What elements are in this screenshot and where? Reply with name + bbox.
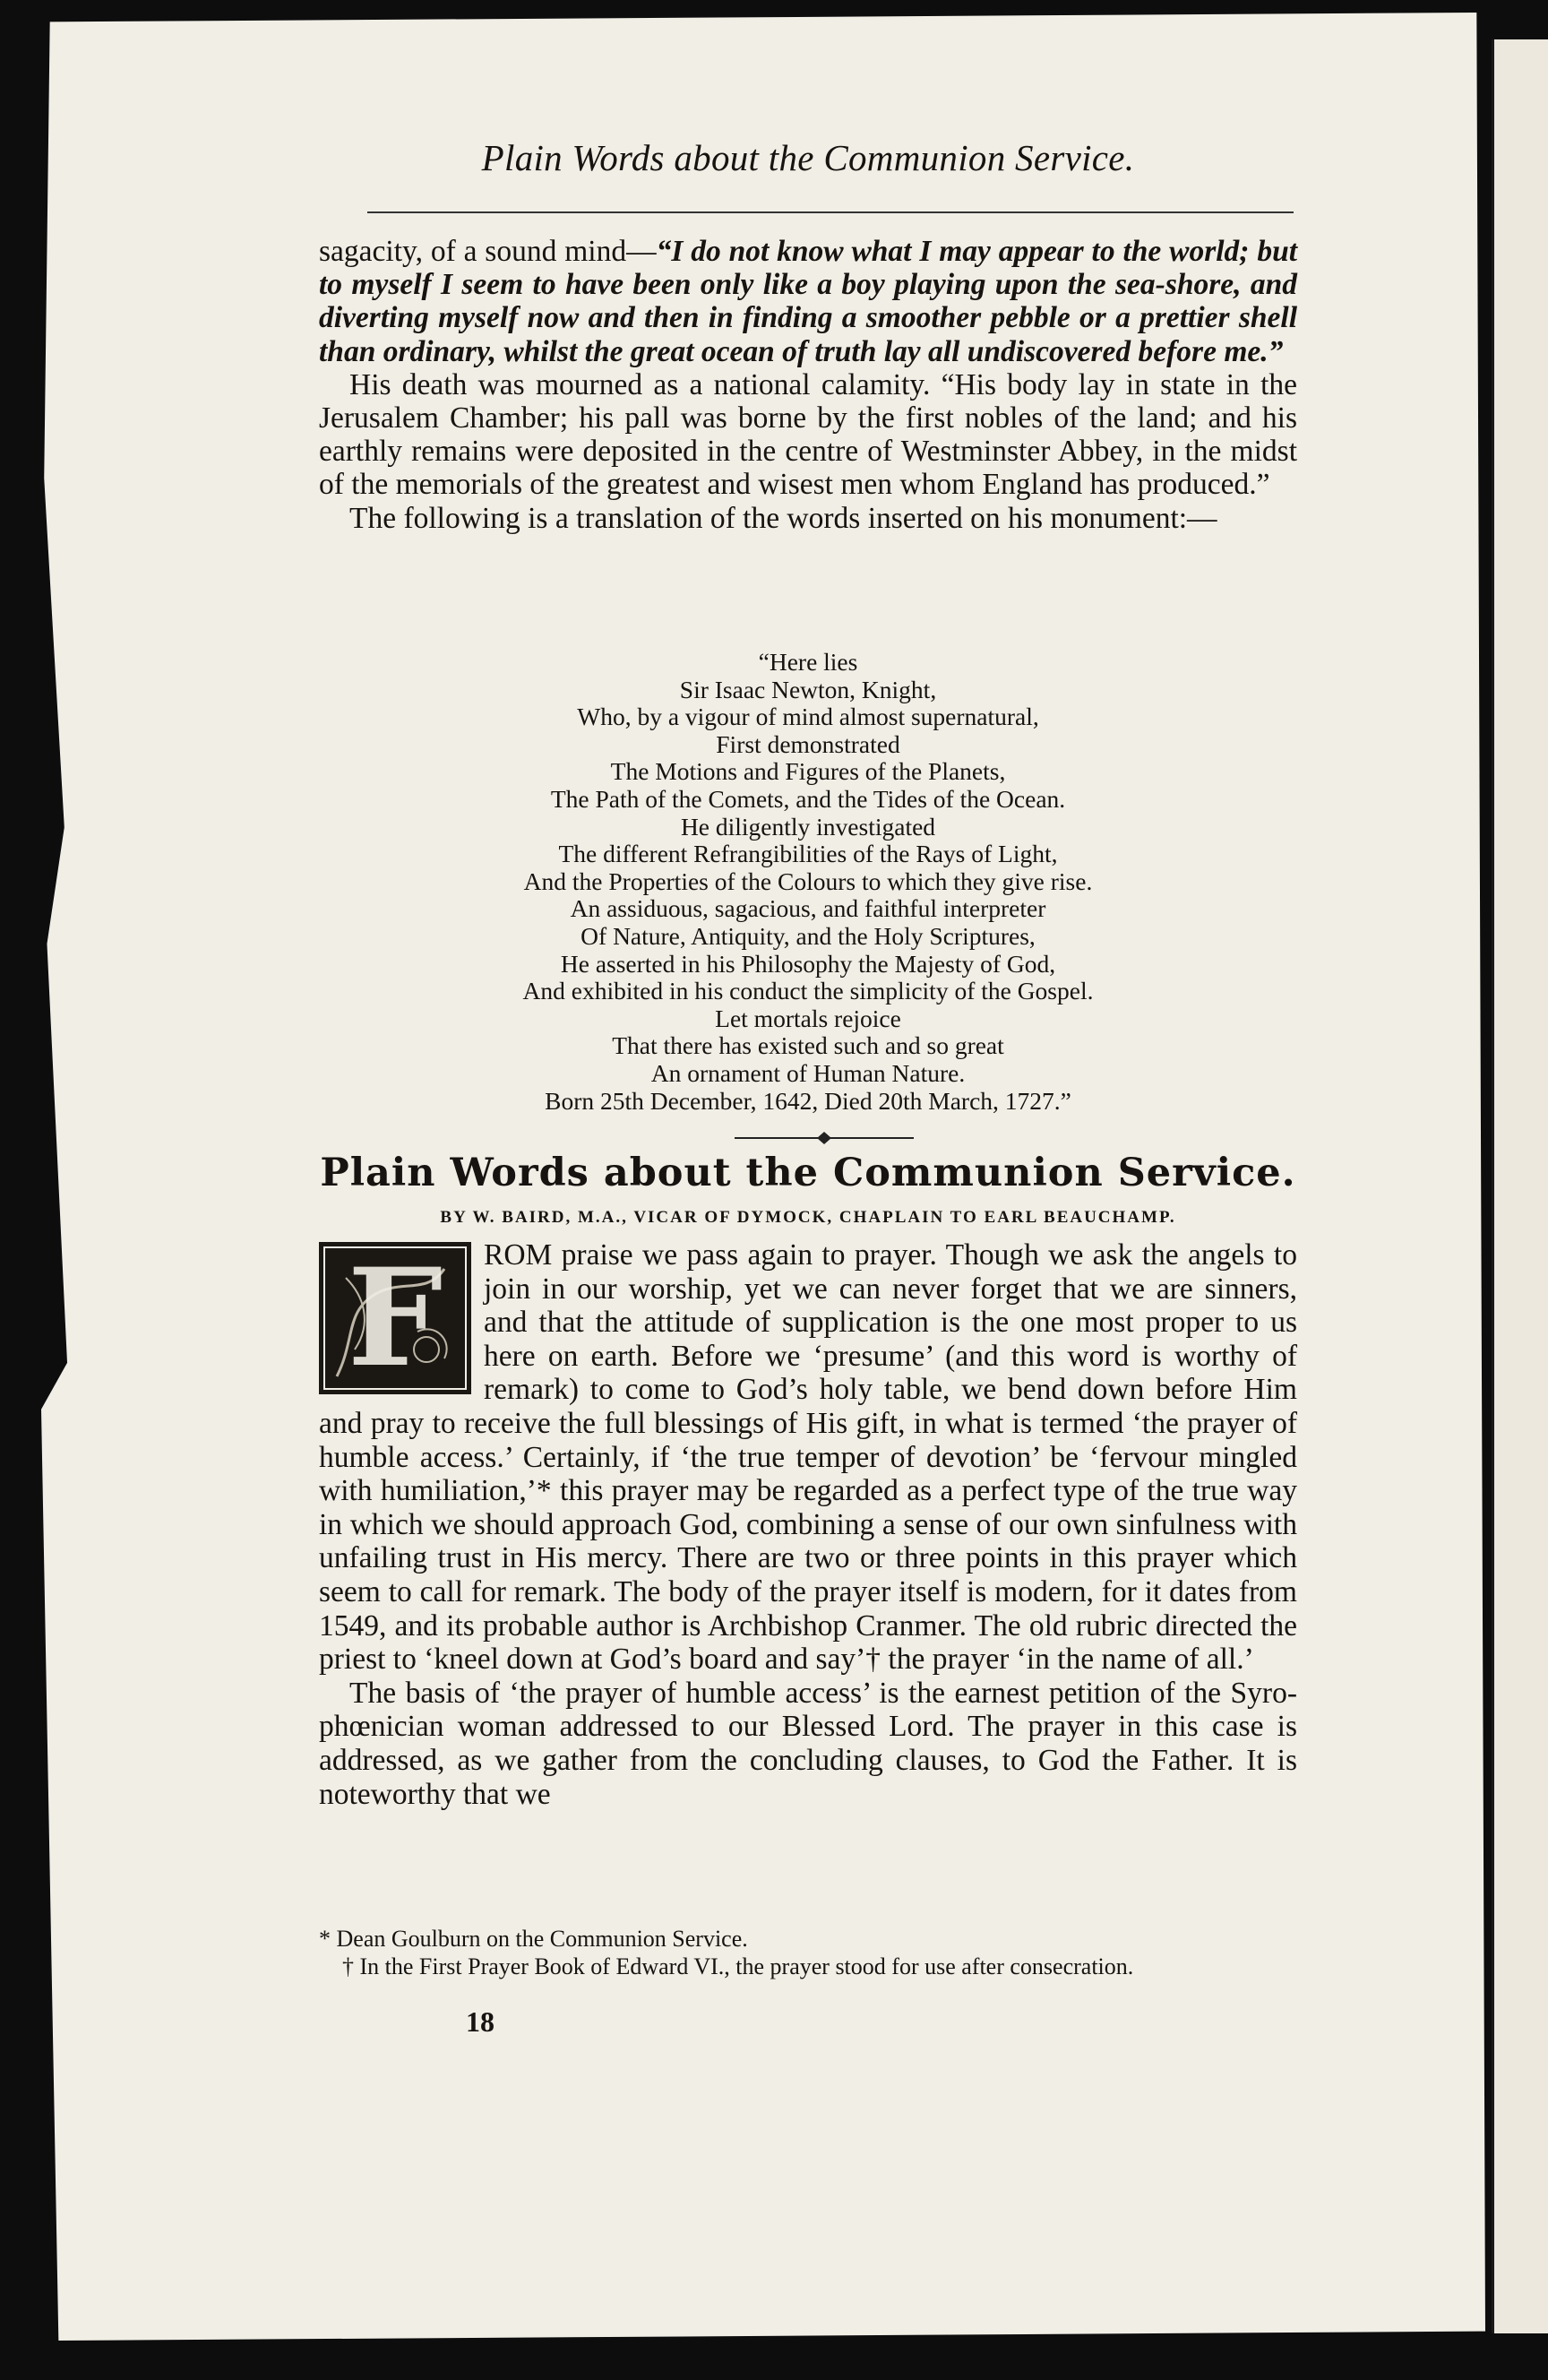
inscription-line: The different Refrangibilities of the Rays of Light, <box>558 840 1058 868</box>
quote-lead: sagacity, of a sound mind— <box>319 235 657 268</box>
paragraph-newton-quote <box>319 235 1297 368</box>
page-number: 18 <box>466 2005 494 2038</box>
inscription-line: And the Properties of the Colours to which they give rise. <box>523 867 1093 895</box>
monument-inscription <box>319 649 1297 1115</box>
header-rule <box>367 211 1294 213</box>
inscription-line: An assiduous, sagacious, and faithful interpreter <box>570 894 1046 923</box>
footnotes <box>319 1925 1297 1980</box>
article-paragraph: The basis of ‘the prayer of humble access’ is the earnest petition of the Syro-phœnician woman addressed to our Blessed Lord. The prayer in this case is addressed, as we gather from the concluding clauses, to God the Father. It is noteworthy that we <box>319 1676 1297 1811</box>
article-title: Plain Words about the Communion Service. <box>320 1151 1296 1195</box>
inscription-line: Of Nature, Antiquity, and the Holy Scriptures, <box>580 921 1036 950</box>
inscription-line: The Path of the Comets, and the Tides of the Ocean. <box>550 784 1066 813</box>
continued-text <box>319 235 1297 535</box>
dropcap-letter: F <box>347 1239 443 1397</box>
inscription-line: He diligently investigated <box>680 812 936 841</box>
section-divider-ornament <box>735 1131 914 1145</box>
article-paragraph: ROM praise we pass again to prayer. Though we ask the angels to join in our worship, yet we can never forget that we are sinners, and that the attitude of supplication is the one most proper to us here on earth. Before we ‘presume’ (and this word is worthy of remark) to come to God’s holy table, we bend down before Him and pray to receive the full blessings of His gift, in what is termed ‘the prayer of humble access.’ Certainly, if ‘the true temper of devotion’ be ‘fervour mingled with humiliation,’* this prayer may be regarded as a perfect type of the true way in which we should approach God, combining a sense of our own sinfulness with unfailing trust in His mercy. There are two or three points in this prayer which seem to call for remark. The body of the prayer itself is modern, for it dates from 1549, and its probable author is Archbishop Cranmer. The old rubric directed the priest to ‘kneel down at God’s board and say’† the prayer ‘in the name of all.’ <box>319 1238 1297 1677</box>
inscription-line: Who, by a vigour of mind almost supernatural, <box>577 703 1039 731</box>
inscription-line: That there has existed such and so great <box>612 1031 1004 1060</box>
inscription-line: An ornament of Human Nature. <box>650 1058 966 1087</box>
article-byline: BY W. BAIRD, M.A., VICAR OF DYMOCK, CHAPLAIN TO EARL BEAUCHAMP. <box>440 1208 1176 1227</box>
running-head: Plain Words about the Communion Service. <box>481 137 1135 178</box>
inscription-line: He asserted in his Philosophy the Majesty of God, <box>560 949 1056 978</box>
paragraph-monument: The following is a translation of the words inserted on his monument:— <box>349 501 1217 535</box>
paragraph-death: His death was mourned as a national calamity. “His body lay in state in the Jerusalem Chamber; his pall was borne by the first nobles of the land; and his earthly remains were deposited in the centre of Westminster Abbey, in the midst of the memorials of the greatest and wisest men whom England has produced.” <box>319 367 1297 502</box>
next-page-edge <box>1492 39 1548 2333</box>
footnote: * Dean Goulburn on the Communion Service. <box>319 1926 748 1952</box>
inscription-line: Born 25th December, 1642, Died 20th March, 1727.” <box>545 1086 1071 1115</box>
dropcap-initial <box>319 1239 471 1397</box>
inscription-line: The Motions and Figures of the Planets, <box>610 757 1006 786</box>
inscription-line: Let mortals rejoice <box>715 1004 901 1032</box>
newton-quote: “I do not know what I may appear to the world; but to myself I seem to have been only like a boy playing upon the sea-shore, and diverting myself now and then in finding a smoother pebble or a prettier shell than ordinary, whilst the great ocean of truth lay all undiscovered before me.” <box>319 235 1298 368</box>
inscription-line: First demonstrated <box>716 729 900 758</box>
footnote: † In the First Prayer Book of Edward VI., the prayer stood for use after consecration. <box>342 1953 1134 1979</box>
inscription-line: And exhibited in his conduct the simplicity of the Gospel. <box>522 977 1094 1005</box>
inscription-line: “Here lies <box>758 648 858 676</box>
inscription-line: Sir Isaac Newton, Knight, <box>679 675 937 703</box>
article-body <box>319 1238 1297 1811</box>
